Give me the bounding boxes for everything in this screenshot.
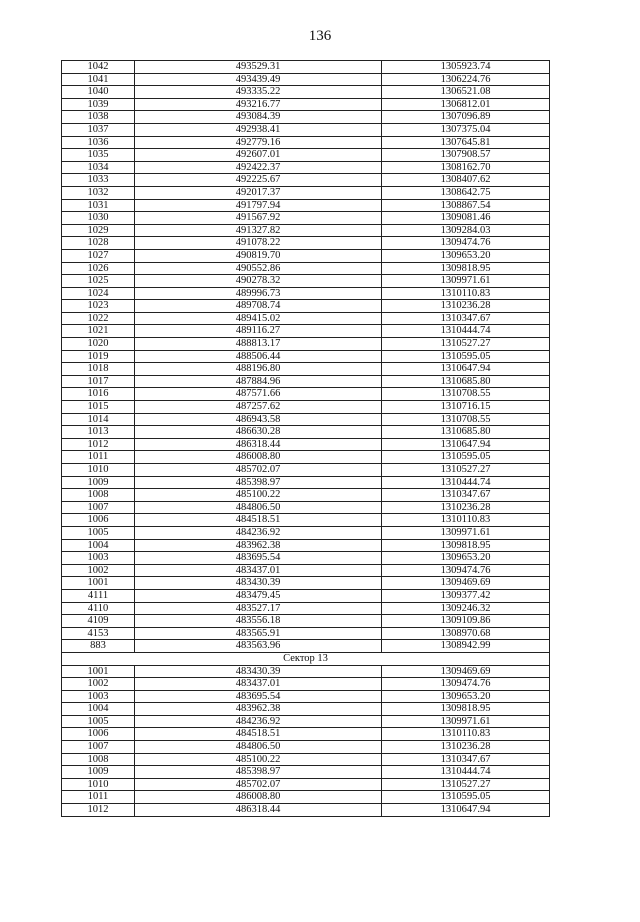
y-coordinate-cell: 1310347.67 xyxy=(382,753,550,766)
table-row xyxy=(62,61,550,74)
x-coordinate-cell: 486318.44 xyxy=(135,438,382,451)
table-row xyxy=(62,703,550,716)
point-number-cell: 1031 xyxy=(62,199,135,212)
point-number-cell: 1037 xyxy=(62,123,135,136)
y-coordinate-cell: 1310685.80 xyxy=(382,375,550,388)
y-coordinate-cell: 1310527.27 xyxy=(382,464,550,477)
point-number-cell: 1004 xyxy=(62,703,135,716)
x-coordinate-cell: 489996.73 xyxy=(135,287,382,300)
x-coordinate-cell: 486943.58 xyxy=(135,413,382,426)
table-row xyxy=(62,451,550,464)
table-row xyxy=(62,766,550,779)
x-coordinate-cell: 483962.38 xyxy=(135,539,382,552)
point-number-cell: 1012 xyxy=(62,804,135,817)
y-coordinate-cell: 1309469.69 xyxy=(382,665,550,678)
table-row xyxy=(62,161,550,174)
point-number-cell: 4153 xyxy=(62,627,135,640)
point-number-cell: 1021 xyxy=(62,325,135,338)
x-coordinate-cell: 483430.39 xyxy=(135,665,382,678)
point-number-cell: 1030 xyxy=(62,212,135,225)
table-row xyxy=(62,325,550,338)
y-coordinate-cell: 1309469.69 xyxy=(382,577,550,590)
y-coordinate-cell: 1310647.94 xyxy=(382,438,550,451)
sector-row xyxy=(62,652,550,665)
table-row xyxy=(62,564,550,577)
table-row xyxy=(62,741,550,754)
x-coordinate-cell: 490552.86 xyxy=(135,262,382,275)
point-number-cell: 1036 xyxy=(62,136,135,149)
point-number-cell: 1007 xyxy=(62,741,135,754)
x-coordinate-cell: 485100.22 xyxy=(135,489,382,502)
x-coordinate-cell: 493439.49 xyxy=(135,73,382,86)
x-coordinate-cell: 490278.32 xyxy=(135,275,382,288)
point-number-cell: 1033 xyxy=(62,174,135,187)
x-coordinate-cell: 489116.27 xyxy=(135,325,382,338)
y-coordinate-cell: 1308942.99 xyxy=(382,640,550,653)
point-number-cell: 1002 xyxy=(62,678,135,691)
point-number-cell: 1005 xyxy=(62,526,135,539)
table-row xyxy=(62,186,550,199)
sector-heading: Сектор 13 xyxy=(62,652,550,665)
x-coordinate-cell: 483563.96 xyxy=(135,640,382,653)
table-row xyxy=(62,589,550,602)
table-row xyxy=(62,199,550,212)
point-number-cell: 1042 xyxy=(62,61,135,74)
point-number-cell: 1002 xyxy=(62,564,135,577)
point-number-cell: 1015 xyxy=(62,401,135,414)
y-coordinate-cell: 1310110.83 xyxy=(382,728,550,741)
x-coordinate-cell: 492422.37 xyxy=(135,161,382,174)
x-coordinate-cell: 485398.97 xyxy=(135,476,382,489)
y-coordinate-cell: 1310110.83 xyxy=(382,514,550,527)
y-coordinate-cell: 1308642.75 xyxy=(382,186,550,199)
y-coordinate-cell: 1310595.05 xyxy=(382,791,550,804)
table-row xyxy=(62,363,550,376)
table-row xyxy=(62,312,550,325)
table-row xyxy=(62,174,550,187)
x-coordinate-cell: 488813.17 xyxy=(135,338,382,351)
point-number-cell: 1038 xyxy=(62,111,135,124)
y-coordinate-cell: 1310110.83 xyxy=(382,287,550,300)
y-coordinate-cell: 1306812.01 xyxy=(382,98,550,111)
table-row xyxy=(62,526,550,539)
table-row xyxy=(62,300,550,313)
point-number-cell: 1019 xyxy=(62,350,135,363)
x-coordinate-cell: 493335.22 xyxy=(135,86,382,99)
point-number-cell: 1009 xyxy=(62,476,135,489)
x-coordinate-cell: 493529.31 xyxy=(135,61,382,74)
y-coordinate-cell: 1310595.05 xyxy=(382,451,550,464)
x-coordinate-cell: 491327.82 xyxy=(135,224,382,237)
y-coordinate-cell: 1310595.05 xyxy=(382,350,550,363)
table-row xyxy=(62,514,550,527)
page-number: 136 xyxy=(308,28,332,44)
point-number-cell: 1012 xyxy=(62,438,135,451)
y-coordinate-cell: 1310527.27 xyxy=(382,338,550,351)
table-row xyxy=(62,438,550,451)
x-coordinate-cell: 488506.44 xyxy=(135,350,382,363)
point-number-cell: 1041 xyxy=(62,73,135,86)
y-coordinate-cell: 1310716.15 xyxy=(382,401,550,414)
point-number-cell: 1017 xyxy=(62,375,135,388)
point-number-cell: 1027 xyxy=(62,249,135,262)
x-coordinate-cell: 486630.28 xyxy=(135,426,382,439)
y-coordinate-cell: 1309818.95 xyxy=(382,262,550,275)
x-coordinate-cell: 491567.92 xyxy=(135,212,382,225)
x-coordinate-cell: 485702.07 xyxy=(135,778,382,791)
y-coordinate-cell: 1310236.28 xyxy=(382,300,550,313)
table-row xyxy=(62,602,550,615)
table-row xyxy=(62,552,550,565)
point-number-cell: 1005 xyxy=(62,715,135,728)
point-number-cell: 1020 xyxy=(62,338,135,351)
table-row xyxy=(62,577,550,590)
table-row xyxy=(62,615,550,628)
y-coordinate-cell: 1309284.03 xyxy=(382,224,550,237)
y-coordinate-cell: 1309081.46 xyxy=(382,212,550,225)
x-coordinate-cell: 493084.39 xyxy=(135,111,382,124)
x-coordinate-cell: 483437.01 xyxy=(135,564,382,577)
x-coordinate-cell: 483556.18 xyxy=(135,615,382,628)
table-row xyxy=(62,401,550,414)
y-coordinate-cell: 1310444.74 xyxy=(382,476,550,489)
x-coordinate-cell: 485398.97 xyxy=(135,766,382,779)
table-row xyxy=(62,123,550,136)
x-coordinate-cell: 483565.91 xyxy=(135,627,382,640)
x-coordinate-cell: 491797.94 xyxy=(135,199,382,212)
table-row xyxy=(62,627,550,640)
x-coordinate-cell: 484806.50 xyxy=(135,741,382,754)
table-row xyxy=(62,350,550,363)
x-coordinate-cell: 484806.50 xyxy=(135,501,382,514)
x-coordinate-cell: 489415.02 xyxy=(135,312,382,325)
y-coordinate-cell: 1309971.61 xyxy=(382,275,550,288)
table-row xyxy=(62,237,550,250)
x-coordinate-cell: 490819.70 xyxy=(135,249,382,262)
table-row xyxy=(62,778,550,791)
point-number-cell: 4110 xyxy=(62,602,135,615)
point-number-cell: 1035 xyxy=(62,149,135,162)
x-coordinate-cell: 491078.22 xyxy=(135,237,382,250)
y-coordinate-cell: 1307096.89 xyxy=(382,111,550,124)
y-coordinate-cell: 1308867.54 xyxy=(382,199,550,212)
x-coordinate-cell: 483695.54 xyxy=(135,690,382,703)
table-row xyxy=(62,753,550,766)
y-coordinate-cell: 1310236.28 xyxy=(382,741,550,754)
table-row xyxy=(62,791,550,804)
point-number-cell: 1009 xyxy=(62,766,135,779)
x-coordinate-cell: 492607.01 xyxy=(135,149,382,162)
x-coordinate-cell: 484236.92 xyxy=(135,526,382,539)
table-row xyxy=(62,426,550,439)
point-number-cell: 1010 xyxy=(62,464,135,477)
x-coordinate-cell: 493216.77 xyxy=(135,98,382,111)
x-coordinate-cell: 486008.80 xyxy=(135,451,382,464)
point-number-cell: 1004 xyxy=(62,539,135,552)
y-coordinate-cell: 1307908.57 xyxy=(382,149,550,162)
y-coordinate-cell: 1310708.55 xyxy=(382,413,550,426)
y-coordinate-cell: 1308407.62 xyxy=(382,174,550,187)
y-coordinate-cell: 1310236.28 xyxy=(382,501,550,514)
point-number-cell: 1032 xyxy=(62,186,135,199)
point-number-cell: 1025 xyxy=(62,275,135,288)
y-coordinate-cell: 1309653.20 xyxy=(382,249,550,262)
table-row xyxy=(62,476,550,489)
x-coordinate-cell: 483430.39 xyxy=(135,577,382,590)
point-number-cell: 883 xyxy=(62,640,135,653)
x-coordinate-cell: 483695.54 xyxy=(135,552,382,565)
y-coordinate-cell: 1307645.81 xyxy=(382,136,550,149)
x-coordinate-cell: 492017.37 xyxy=(135,186,382,199)
point-number-cell: 4111 xyxy=(62,589,135,602)
table-row xyxy=(62,375,550,388)
y-coordinate-cell: 1309474.76 xyxy=(382,564,550,577)
y-coordinate-cell: 1310647.94 xyxy=(382,804,550,817)
table-row xyxy=(62,640,550,653)
table-row xyxy=(62,287,550,300)
x-coordinate-cell: 487257.62 xyxy=(135,401,382,414)
table-row xyxy=(62,489,550,502)
table-row xyxy=(62,678,550,691)
y-coordinate-cell: 1310347.67 xyxy=(382,312,550,325)
x-coordinate-cell: 489708.74 xyxy=(135,300,382,313)
point-number-cell: 1014 xyxy=(62,413,135,426)
point-number-cell: 1040 xyxy=(62,86,135,99)
table-row xyxy=(62,338,550,351)
point-number-cell: 1001 xyxy=(62,577,135,590)
table-row xyxy=(62,136,550,149)
point-number-cell: 1008 xyxy=(62,753,135,766)
table-row xyxy=(62,262,550,275)
table-row xyxy=(62,73,550,86)
x-coordinate-cell: 492779.16 xyxy=(135,136,382,149)
point-number-cell: 1010 xyxy=(62,778,135,791)
point-number-cell: 1016 xyxy=(62,388,135,401)
point-number-cell: 1006 xyxy=(62,514,135,527)
table-row xyxy=(62,149,550,162)
table-row xyxy=(62,501,550,514)
y-coordinate-cell: 1309653.20 xyxy=(382,690,550,703)
point-number-cell: 4109 xyxy=(62,615,135,628)
x-coordinate-cell: 483437.01 xyxy=(135,678,382,691)
table-row xyxy=(62,665,550,678)
point-number-cell: 1024 xyxy=(62,287,135,300)
point-number-cell: 1007 xyxy=(62,501,135,514)
table-row xyxy=(62,275,550,288)
y-coordinate-cell: 1305923.74 xyxy=(382,61,550,74)
y-coordinate-cell: 1310527.27 xyxy=(382,778,550,791)
coordinates-table xyxy=(61,60,550,817)
y-coordinate-cell: 1310347.67 xyxy=(382,489,550,502)
y-coordinate-cell: 1309971.61 xyxy=(382,715,550,728)
y-coordinate-cell: 1309971.61 xyxy=(382,526,550,539)
x-coordinate-cell: 484236.92 xyxy=(135,715,382,728)
point-number-cell: 1029 xyxy=(62,224,135,237)
y-coordinate-cell: 1309818.95 xyxy=(382,539,550,552)
point-number-cell: 1028 xyxy=(62,237,135,250)
x-coordinate-cell: 483479.45 xyxy=(135,589,382,602)
table-row xyxy=(62,464,550,477)
point-number-cell: 1026 xyxy=(62,262,135,275)
y-coordinate-cell: 1309109.86 xyxy=(382,615,550,628)
x-coordinate-cell: 483962.38 xyxy=(135,703,382,716)
table-row xyxy=(62,111,550,124)
point-number-cell: 1003 xyxy=(62,552,135,565)
y-coordinate-cell: 1309818.95 xyxy=(382,703,550,716)
point-number-cell: 1023 xyxy=(62,300,135,313)
x-coordinate-cell: 492225.67 xyxy=(135,174,382,187)
y-coordinate-cell: 1306224.76 xyxy=(382,73,550,86)
table-row xyxy=(62,212,550,225)
x-coordinate-cell: 485100.22 xyxy=(135,753,382,766)
y-coordinate-cell: 1309474.76 xyxy=(382,237,550,250)
x-coordinate-cell: 488196.80 xyxy=(135,363,382,376)
table-row xyxy=(62,804,550,817)
y-coordinate-cell: 1310444.74 xyxy=(382,766,550,779)
y-coordinate-cell: 1307375.04 xyxy=(382,123,550,136)
table-row xyxy=(62,86,550,99)
table-row xyxy=(62,715,550,728)
y-coordinate-cell: 1308162.70 xyxy=(382,161,550,174)
x-coordinate-cell: 484518.51 xyxy=(135,728,382,741)
point-number-cell: 1003 xyxy=(62,690,135,703)
y-coordinate-cell: 1309246.32 xyxy=(382,602,550,615)
x-coordinate-cell: 483527.17 xyxy=(135,602,382,615)
point-number-cell: 1011 xyxy=(62,791,135,804)
y-coordinate-cell: 1306521.08 xyxy=(382,86,550,99)
table-row xyxy=(62,690,550,703)
point-number-cell: 1039 xyxy=(62,98,135,111)
x-coordinate-cell: 492938.41 xyxy=(135,123,382,136)
y-coordinate-cell: 1308970.68 xyxy=(382,627,550,640)
y-coordinate-cell: 1309474.76 xyxy=(382,678,550,691)
x-coordinate-cell: 487884.96 xyxy=(135,375,382,388)
x-coordinate-cell: 484518.51 xyxy=(135,514,382,527)
y-coordinate-cell: 1310444.74 xyxy=(382,325,550,338)
table-row xyxy=(62,98,550,111)
x-coordinate-cell: 486318.44 xyxy=(135,804,382,817)
y-coordinate-cell: 1310647.94 xyxy=(382,363,550,376)
x-coordinate-cell: 485702.07 xyxy=(135,464,382,477)
y-coordinate-cell: 1309377.42 xyxy=(382,589,550,602)
x-coordinate-cell: 487571.66 xyxy=(135,388,382,401)
point-number-cell: 1034 xyxy=(62,161,135,174)
point-number-cell: 1011 xyxy=(62,451,135,464)
y-coordinate-cell: 1310708.55 xyxy=(382,388,550,401)
x-coordinate-cell: 486008.80 xyxy=(135,791,382,804)
point-number-cell: 1001 xyxy=(62,665,135,678)
point-number-cell: 1022 xyxy=(62,312,135,325)
table-row xyxy=(62,728,550,741)
table-row xyxy=(62,539,550,552)
y-coordinate-cell: 1309653.20 xyxy=(382,552,550,565)
coordinates-table-body xyxy=(62,61,550,817)
point-number-cell: 1006 xyxy=(62,728,135,741)
table-row xyxy=(62,249,550,262)
table-row xyxy=(62,224,550,237)
table-row xyxy=(62,388,550,401)
y-coordinate-cell: 1310685.80 xyxy=(382,426,550,439)
point-number-cell: 1018 xyxy=(62,363,135,376)
table-row xyxy=(62,413,550,426)
point-number-cell: 1013 xyxy=(62,426,135,439)
point-number-cell: 1008 xyxy=(62,489,135,502)
